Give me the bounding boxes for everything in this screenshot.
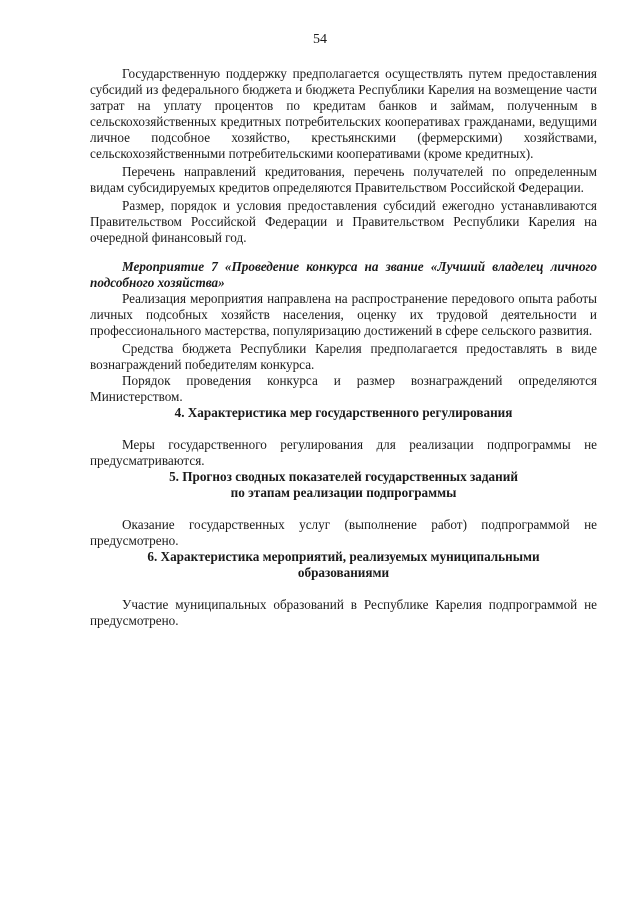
paragraph-state-support: Государственную поддержку предполагается осуществлять путем предоставления субсидий из федерального бюджета и бюджета Республики Карелия на возмещение части затрат на уплату процентов по кредитам банков и займам, полученным в сельскохозяйственных кредитных потребительских кооперативах гражданами, ведущими личное подсобное хозяйство, крестьянскими (фермерскими) хозяйствами, сельскохозяйственными потребительскими кооперативами (кроме кредитных). [90, 66, 597, 161]
page-number: 54 [313, 32, 327, 47]
section-6-heading [90, 549, 597, 581]
section-5-heading [90, 469, 597, 501]
section-6-heading-line-1: 6. Характеристика мероприятий, реализуемых муниципальными [147, 549, 540, 564]
section-4-text: Меры государственного регулирования для реализации подпрограммы не предусматриваются. [90, 437, 597, 468]
paragraph-budget-funds: Средства бюджета Республики Карелия предполагается предоставлять в виде вознаграждений победителям конкурса. [90, 341, 597, 372]
paragraph-credit-directions: Перечень направлений кредитования, перечень получателей по определенным видам субсидируемых кредитов определяются Правительством Российской Федерации. [90, 164, 597, 195]
section-5-text: Оказание государственных услуг (выполнение работ) подпрограммой не предусмотрено. [90, 517, 597, 548]
section-5-heading-line-1: 5. Прогноз сводных показателей государственных заданий [169, 469, 518, 484]
measure-7-title: Мероприятие 7 «Проведение конкурса на звание «Лучший владелец личного подсобного хозяйства» [90, 259, 597, 290]
section-6-heading-line-2: образованиями [297, 565, 390, 580]
paragraph-measure-goal: Реализация мероприятия направлена на распространение передового опыта работы личных подсобных хозяйств населения, оценку их трудовой деятельности и профессионального мастерства, популяризацию достижений в сфере сельского развития. [90, 291, 597, 338]
paragraph-contest-order: Порядок проведения конкурса и размер вознаграждений определяются Министерством. [90, 373, 597, 404]
document-body [90, 66, 597, 629]
paragraph-subsidy-terms: Размер, порядок и условия предоставления субсидий ежегодно устанавливаются Правительством Российской Федерации и Правительством Республики Карелия на очередной финансовый год. [90, 198, 597, 245]
section-6-text: Участие муниципальных образований в Республике Карелия подпрограммой не предусмотрено. [90, 597, 597, 628]
section-5-heading-line-2: по этапам реализации подпрограммы [230, 485, 457, 500]
section-4-heading [90, 405, 597, 421]
section-4-heading-text: 4. Характеристика мер государственного регулирования [174, 405, 513, 420]
